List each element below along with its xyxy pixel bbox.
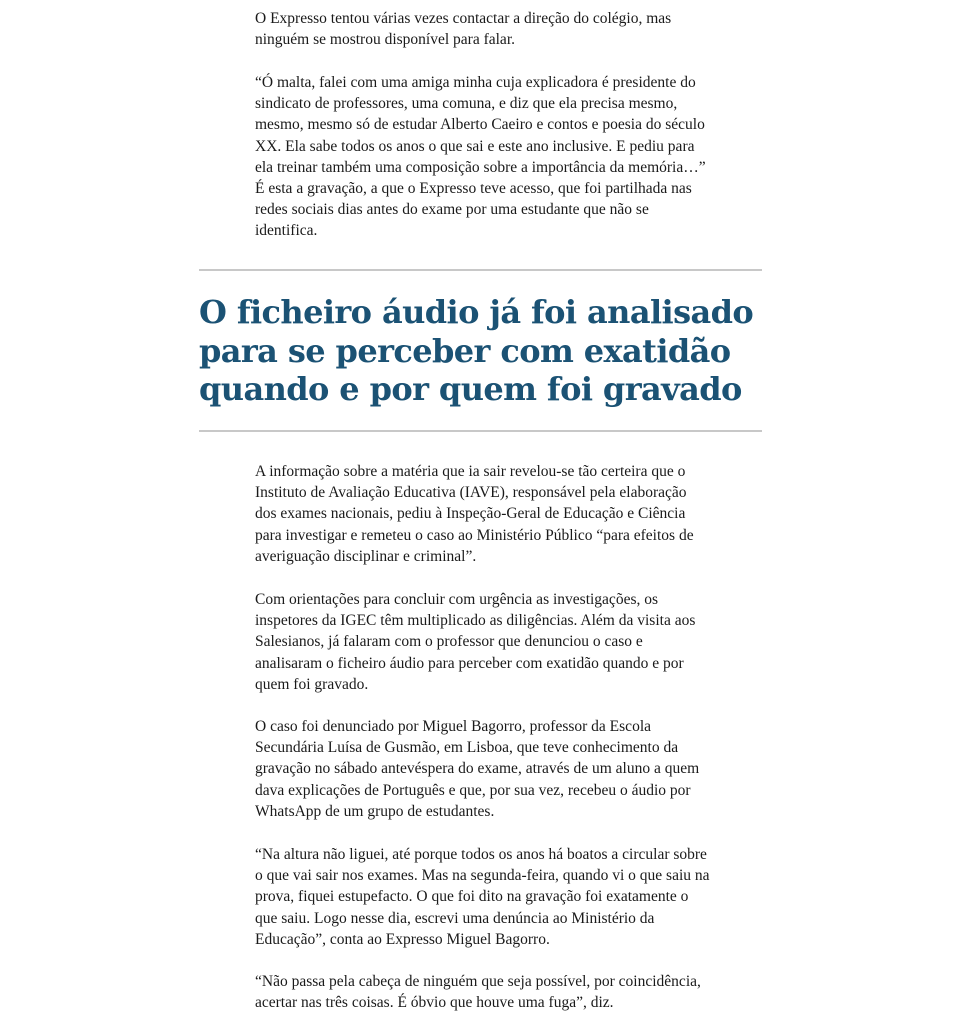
paragraph-leak-quote: “Não passa pela cabeça de ninguém que seja possível, por coincidência, acertar nas três coisas. É óbvio que houve uma fuga”, diz.: [255, 973, 701, 1012]
pull-quote: O ficheiro áudio já foi analisado para se perceber com exatidão quando e por quem foi gravado: [199, 293, 754, 408]
paragraph-no-contact: O Expresso tentou várias vezes contactar a direção do colégio, mas ninguém se mostrou disponível para falar.: [255, 10, 672, 49]
pull-quote-top-rule: [199, 269, 762, 271]
paragraph-bagorro-quote: “Na altura não liguei, até porque todos os anos há boatos a circular sobre o que vai sair nos exames. Mas na segunda-feira, quando vi o que saiu na prova, fiquei estupefacto. O que foi dito na gravação foi exatamente o que saiu. Logo nesse dia, escrevi uma denúncia ao Ministério da Educação”, conta ao Expresso Miguel Bagorro.: [255, 846, 710, 948]
paragraph-audio-transcript: “Ó malta, falei com uma amiga minha cuja explicadora é presidente do sindicato de professores, uma comuna, e diz que ela precisa mesmo, mesmo, mesmo só de estudar Alberto Caeiro e contos e poesia do século XX. Ela sabe todos os anos o que sai e este ano inclusive. E pediu para ela treinar também uma composição sobre a importância da memória…” É esta a gravação, a que o Expresso teve acesso, que foi partilhada nas redes sociais dias antes do exame por uma estudante que não se identifica.: [255, 74, 706, 240]
paragraph-complaint-origin: O caso foi denunciado por Miguel Bagorro, professor da Escola Secundária Luísa de Gusmão, em Lisboa, que teve conhecimento da gravação no sábado antevéspera do exame, através de um aluno a quem dava explicações de Português e que, por sua vez, recebeu o áudio por WhatsApp de um grupo de estudantes.: [255, 718, 700, 820]
paragraph-iave-investigation: A informação sobre a matéria que ia sair revelou-se tão certeira que o Instituto de Avaliação Educativa (IAVE), responsável pela elaboração dos exames nacionais, pediu à Inspeção-Geral de Educação e Ciência para investigar e remeteu o caso ao Ministério Público “para efeitos de averiguação disciplinar e criminal”.: [255, 463, 694, 565]
paragraph-igec-diligences: Com orientações para concluir com urgência as investigações, os inspetores da IGEC têm multiplicado as diligências. Além da visita aos Salesianos, já falaram com o professor que denunciou o caso e analisaram o ficheiro áudio para perceber com exatidão quando e por quem foi gravado.: [255, 591, 696, 693]
pull-quote-bottom-rule: [199, 430, 762, 432]
